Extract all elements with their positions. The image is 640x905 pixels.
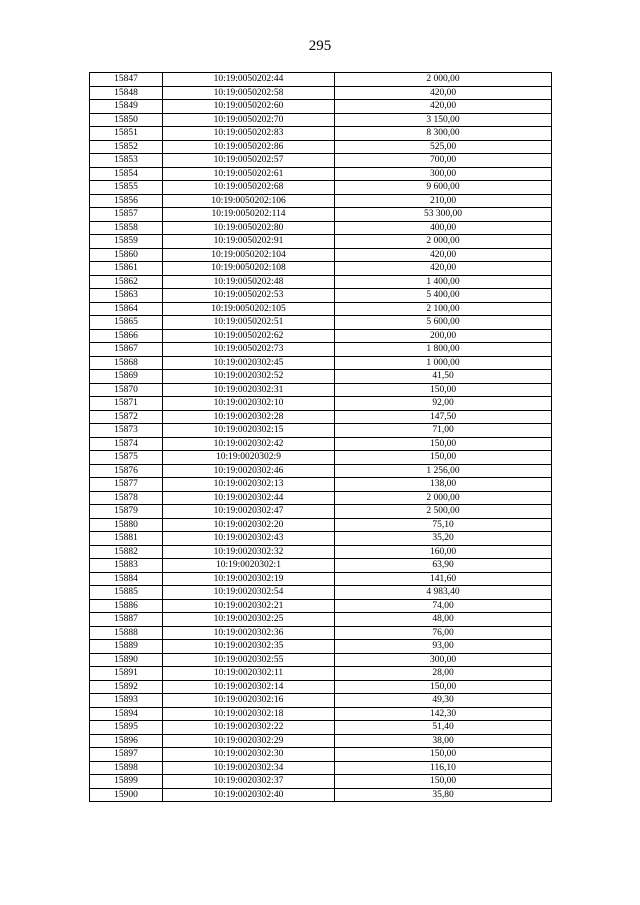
table-row [90,464,552,478]
row-number-cell: 15881 [90,532,163,546]
row-number-cell: 15854 [90,167,163,181]
row-number-cell: 15847 [90,73,163,87]
table-row [90,370,552,384]
amount-cell: 9 600,00 [335,181,552,195]
table-row [90,478,552,492]
table-row [90,680,552,694]
table-row [90,559,552,573]
row-number-cell: 15853 [90,154,163,168]
row-number-cell: 15893 [90,694,163,708]
table-row [90,788,552,802]
table-row [90,694,552,708]
cadastral-number-cell: 10:19:0020302:21 [163,599,335,613]
amount-cell: 700,00 [335,154,552,168]
row-number-cell: 15856 [90,194,163,208]
table-row [90,424,552,438]
cadastral-number-cell: 10:19:0020302:29 [163,734,335,748]
row-number-cell: 15887 [90,613,163,627]
cadastral-number-cell: 10:19:0020302:43 [163,532,335,546]
table-row [90,329,552,343]
amount-cell: 75,10 [335,518,552,532]
page-number: 295 [308,38,332,54]
amount-cell: 300,00 [335,167,552,181]
cadastral-number-cell: 10:19:0050202:57 [163,154,335,168]
row-number-cell: 15877 [90,478,163,492]
cadastral-number-cell: 10:19:0050202:68 [163,181,335,195]
table-row [90,208,552,222]
amount-cell: 49,30 [335,694,552,708]
amount-cell: 5 400,00 [335,289,552,303]
amount-cell: 150,00 [335,748,552,762]
row-number-cell: 15862 [90,275,163,289]
row-number-cell: 15889 [90,640,163,654]
row-number-cell: 15896 [90,734,163,748]
table-row [90,221,552,235]
amount-cell: 2 000,00 [335,73,552,87]
amount-cell: 3 150,00 [335,113,552,127]
cadastral-number-cell: 10:19:0020302:45 [163,356,335,370]
cadastral-number-cell: 10:19:0020302:44 [163,491,335,505]
amount-cell: 150,00 [335,437,552,451]
cadastral-number-cell: 10:19:0050202:60 [163,100,335,114]
amount-cell: 200,00 [335,329,552,343]
table-row [90,235,552,249]
cadastral-number-cell: 10:19:0020302:16 [163,694,335,708]
cadastral-number-cell: 10:19:0050202:48 [163,275,335,289]
table-row [90,410,552,424]
amount-cell: 28,00 [335,667,552,681]
cadastral-number-cell: 10:19:0050202:73 [163,343,335,357]
table-row [90,491,552,505]
cadastral-number-cell: 10:19:0050202:80 [163,221,335,235]
table-row [90,532,552,546]
row-number-cell: 15892 [90,680,163,694]
row-number-cell: 15867 [90,343,163,357]
amount-cell: 1 800,00 [335,343,552,357]
table-row [90,586,552,600]
amount-cell: 141,60 [335,572,552,586]
cadastral-number-cell: 10:19:0020302:10 [163,397,335,411]
cadastral-number-cell: 10:19:0050202:104 [163,248,335,262]
row-number-cell: 15883 [90,559,163,573]
row-number-cell: 15849 [90,100,163,114]
cadastral-number-cell: 10:19:0020302:9 [163,451,335,465]
cadastral-number-cell: 10:19:0020302:52 [163,370,335,384]
amount-cell: 160,00 [335,545,552,559]
row-number-cell: 15859 [90,235,163,249]
amount-cell: 2 500,00 [335,505,552,519]
amount-cell: 4 983,40 [335,586,552,600]
row-number-cell: 15848 [90,86,163,100]
cadastral-number-cell: 10:19:0020302:31 [163,383,335,397]
row-number-cell: 15885 [90,586,163,600]
amount-cell: 35,80 [335,788,552,802]
amount-cell: 525,00 [335,140,552,154]
cadastral-number-cell: 10:19:0020302:25 [163,613,335,627]
amount-cell: 1 000,00 [335,356,552,370]
cadastral-number-cell: 10:19:0050202:83 [163,127,335,141]
row-number-cell: 15872 [90,410,163,424]
amount-cell: 63,90 [335,559,552,573]
cadastral-number-cell: 10:19:0020302:40 [163,788,335,802]
amount-cell: 420,00 [335,86,552,100]
row-number-cell: 15874 [90,437,163,451]
table-row [90,545,552,559]
amount-cell: 150,00 [335,383,552,397]
amount-cell: 1 400,00 [335,275,552,289]
table-row [90,761,552,775]
table-row [90,316,552,330]
cadastral-number-cell: 10:19:0020302:13 [163,478,335,492]
table-row [90,275,552,289]
row-number-cell: 15855 [90,181,163,195]
table-row [90,167,552,181]
cadastral-number-cell: 10:19:0050202:105 [163,302,335,316]
table-row [90,667,552,681]
cadastral-number-cell: 10:19:0020302:18 [163,707,335,721]
table-row [90,707,552,721]
row-number-cell: 15882 [90,545,163,559]
row-number-cell: 15865 [90,316,163,330]
cadastral-number-cell: 10:19:0050202:86 [163,140,335,154]
row-number-cell: 15891 [90,667,163,681]
table-row [90,572,552,586]
row-number-cell: 15888 [90,626,163,640]
table-row [90,113,552,127]
amount-cell: 2 000,00 [335,235,552,249]
table-row [90,356,552,370]
row-number-cell: 15860 [90,248,163,262]
row-number-cell: 15875 [90,451,163,465]
amount-cell: 210,00 [335,194,552,208]
cadastral-number-cell: 10:19:0020302:11 [163,667,335,681]
table-row [90,518,552,532]
amount-cell: 147,50 [335,410,552,424]
cadastral-number-cell: 10:19:0020302:20 [163,518,335,532]
row-number-cell: 15884 [90,572,163,586]
amount-cell: 93,00 [335,640,552,654]
amount-cell: 116,10 [335,761,552,775]
cadastral-number-cell: 10:19:0050202:51 [163,316,335,330]
cadastral-number-cell: 10:19:0020302:22 [163,721,335,735]
amount-cell: 71,00 [335,424,552,438]
amount-cell: 142,30 [335,707,552,721]
cadastral-number-cell: 10:19:0020302:28 [163,410,335,424]
row-number-cell: 15895 [90,721,163,735]
cadastral-number-cell: 10:19:0020302:36 [163,626,335,640]
table-row [90,640,552,654]
table-row [90,343,552,357]
row-number-cell: 15861 [90,262,163,276]
row-number-cell: 15900 [90,788,163,802]
row-number-cell: 15871 [90,397,163,411]
amount-cell: 92,00 [335,397,552,411]
cadastral-number-cell: 10:19:0020302:34 [163,761,335,775]
amount-cell: 41,50 [335,370,552,384]
row-number-cell: 15894 [90,707,163,721]
cadastral-number-cell: 10:19:0020302:54 [163,586,335,600]
table-row [90,194,552,208]
amount-cell: 48,00 [335,613,552,627]
cadastral-number-cell: 10:19:0050202:58 [163,86,335,100]
table-row [90,289,552,303]
cadastral-number-cell: 10:19:0020302:42 [163,437,335,451]
table-row [90,397,552,411]
table-row [90,626,552,640]
table-row [90,505,552,519]
row-number-cell: 15899 [90,775,163,789]
row-number-cell: 15897 [90,748,163,762]
cadastral-number-cell: 10:19:0020302:47 [163,505,335,519]
row-number-cell: 15886 [90,599,163,613]
cadastral-number-cell: 10:19:0020302:35 [163,640,335,654]
table-row [90,437,552,451]
cadastral-number-cell: 10:19:0050202:61 [163,167,335,181]
cadastral-number-cell: 10:19:0050202:62 [163,329,335,343]
amount-cell: 420,00 [335,248,552,262]
table-row [90,127,552,141]
cadastral-number-cell: 10:19:0020302:46 [163,464,335,478]
table-row [90,140,552,154]
table-row [90,734,552,748]
amount-cell: 150,00 [335,775,552,789]
cadastral-number-cell: 10:19:0050202:114 [163,208,335,222]
table-row [90,73,552,87]
cadastral-number-cell: 10:19:0050202:53 [163,289,335,303]
row-number-cell: 15858 [90,221,163,235]
table-row [90,181,552,195]
row-number-cell: 15864 [90,302,163,316]
amount-cell: 5 600,00 [335,316,552,330]
row-number-cell: 15866 [90,329,163,343]
amount-cell: 2 100,00 [335,302,552,316]
row-number-cell: 15873 [90,424,163,438]
table-row [90,383,552,397]
table-row [90,86,552,100]
row-number-cell: 15898 [90,761,163,775]
row-number-cell: 15852 [90,140,163,154]
amount-cell: 35,20 [335,532,552,546]
cadastral-number-cell: 10:19:0050202:44 [163,73,335,87]
row-number-cell: 15851 [90,127,163,141]
table-row [90,613,552,627]
table-row [90,653,552,667]
amount-cell: 150,00 [335,680,552,694]
table-row [90,599,552,613]
row-number-cell: 15880 [90,518,163,532]
amount-cell: 400,00 [335,221,552,235]
amount-cell: 51,40 [335,721,552,735]
cadastral-number-cell: 10:19:0020302:32 [163,545,335,559]
cadastral-number-cell: 10:19:0020302:37 [163,775,335,789]
cadastral-number-cell: 10:19:0050202:106 [163,194,335,208]
amount-cell: 1 256,00 [335,464,552,478]
amount-cell: 76,00 [335,626,552,640]
row-number-cell: 15878 [90,491,163,505]
table-row [90,100,552,114]
registry-table-body [90,73,552,802]
row-number-cell: 15863 [90,289,163,303]
row-number-cell: 15876 [90,464,163,478]
cadastral-number-cell: 10:19:0020302:19 [163,572,335,586]
row-number-cell: 15870 [90,383,163,397]
amount-cell: 300,00 [335,653,552,667]
amount-cell: 138,00 [335,478,552,492]
row-number-cell: 15850 [90,113,163,127]
amount-cell: 38,00 [335,734,552,748]
cadastral-number-cell: 10:19:0050202:108 [163,262,335,276]
amount-cell: 420,00 [335,100,552,114]
row-number-cell: 15868 [90,356,163,370]
amount-cell: 74,00 [335,599,552,613]
cadastral-number-cell: 10:19:0020302:14 [163,680,335,694]
row-number-cell: 15879 [90,505,163,519]
table-row [90,748,552,762]
row-number-cell: 15869 [90,370,163,384]
cadastral-number-cell: 10:19:0020302:15 [163,424,335,438]
cadastral-number-cell: 10:19:0050202:70 [163,113,335,127]
row-number-cell: 15890 [90,653,163,667]
table-row [90,262,552,276]
table-row [90,248,552,262]
amount-cell: 53 300,00 [335,208,552,222]
cadastral-number-cell: 10:19:0020302:30 [163,748,335,762]
cadastral-number-cell: 10:19:0020302:1 [163,559,335,573]
table-row [90,721,552,735]
table-row [90,451,552,465]
row-number-cell: 15857 [90,208,163,222]
table-row [90,302,552,316]
amount-cell: 2 000,00 [335,491,552,505]
cadastral-number-cell: 10:19:0050202:91 [163,235,335,249]
registry-table [89,72,552,802]
amount-cell: 420,00 [335,262,552,276]
cadastral-number-cell: 10:19:0020302:55 [163,653,335,667]
table-row [90,775,552,789]
table-row [90,154,552,168]
amount-cell: 8 300,00 [335,127,552,141]
amount-cell: 150,00 [335,451,552,465]
